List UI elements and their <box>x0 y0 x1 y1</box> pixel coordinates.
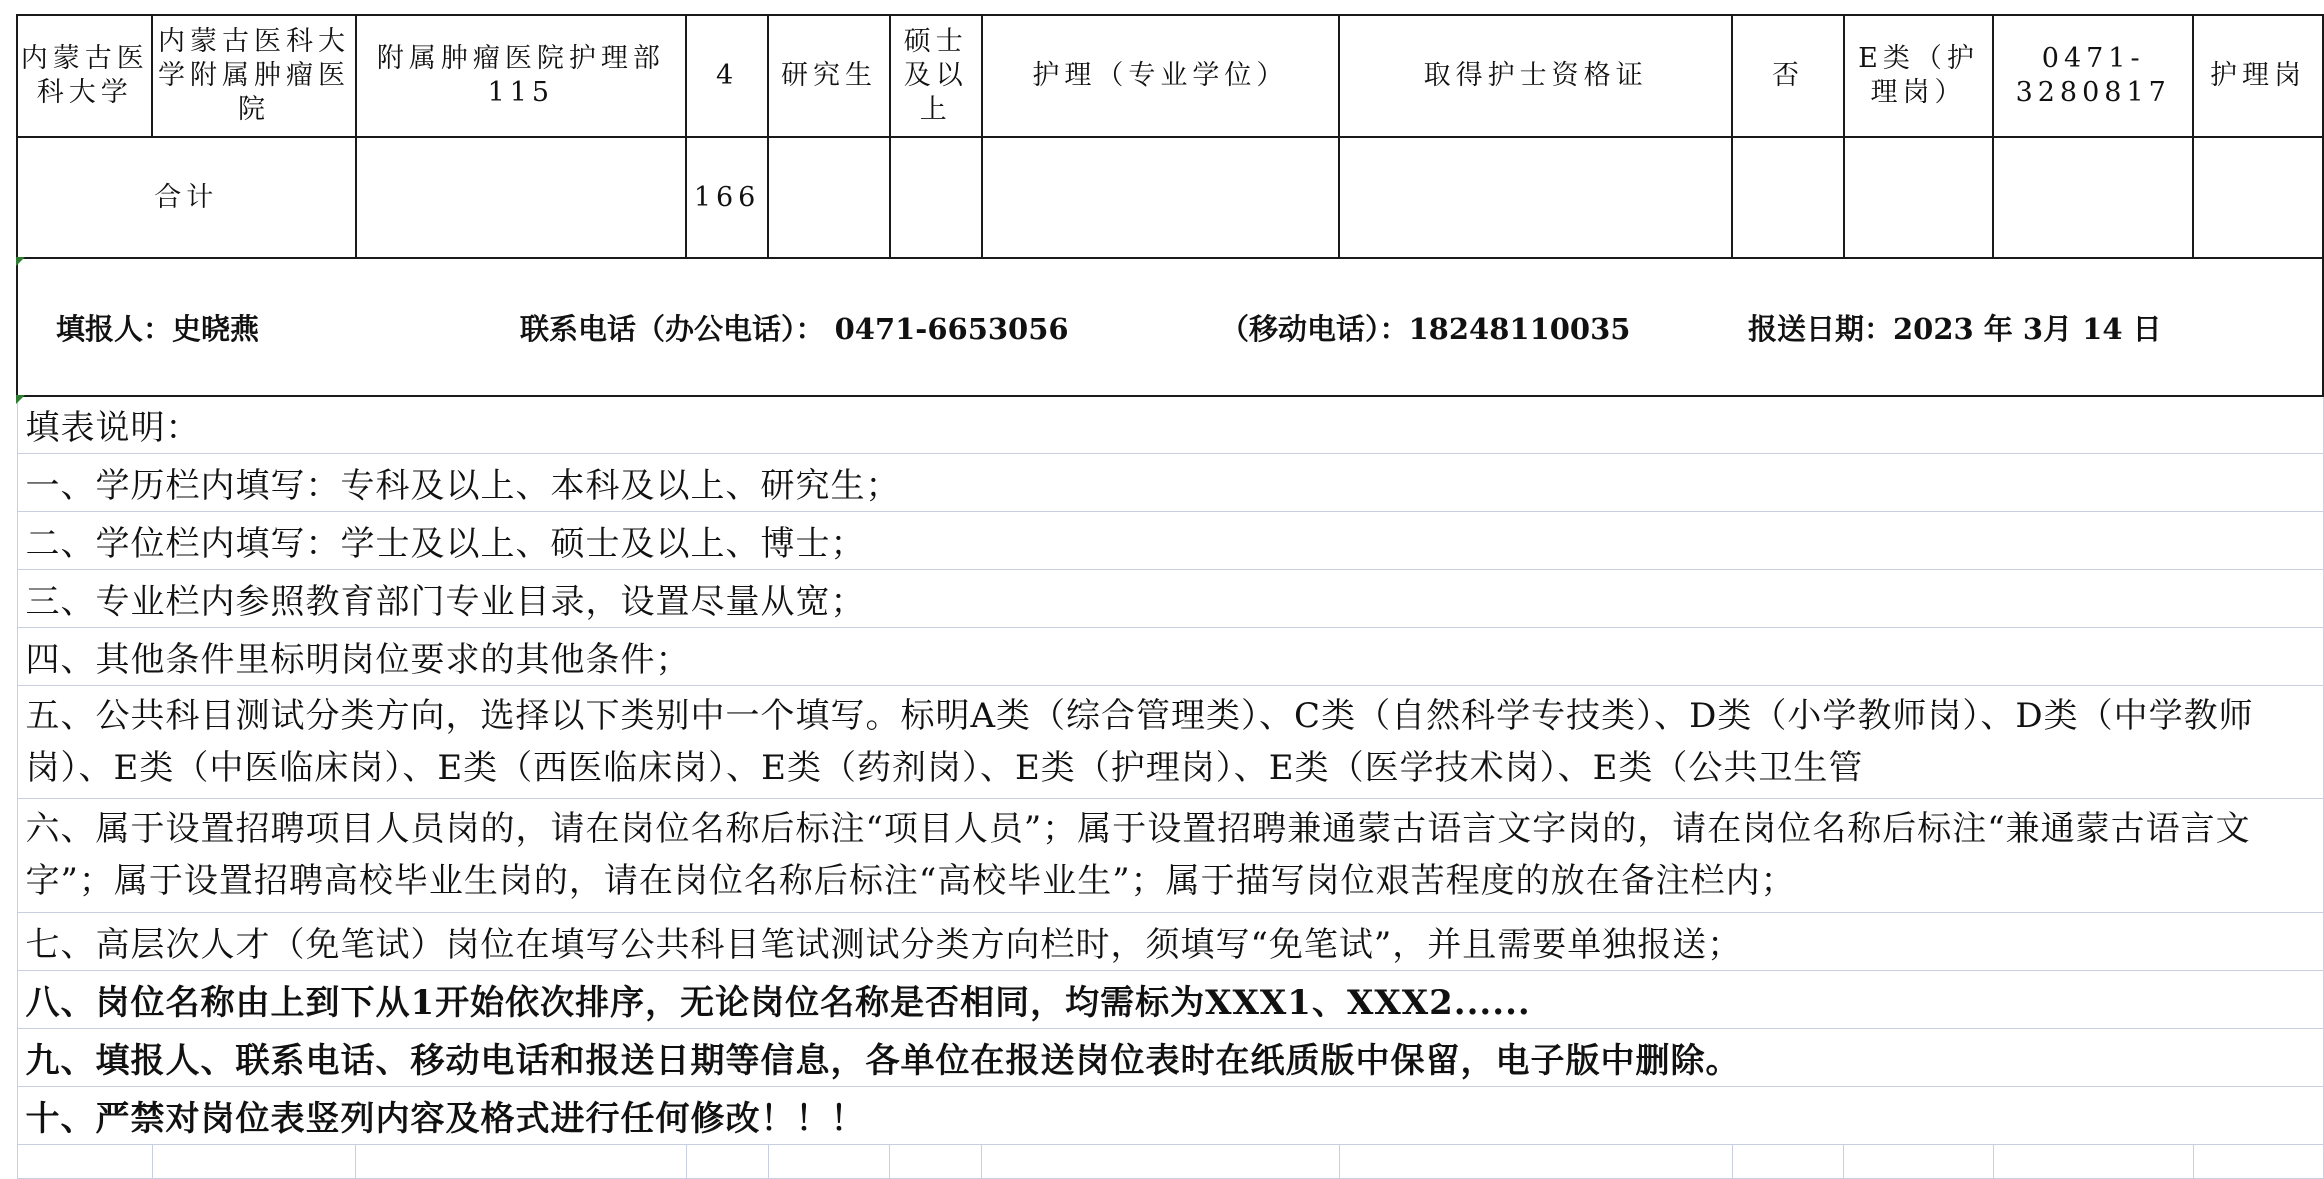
cell-major[interactable]: 护理（专业学位） <box>982 15 1339 137</box>
total-empty[interactable] <box>1732 137 1844 258</box>
blank-cell[interactable] <box>356 1144 687 1178</box>
note-4[interactable]: 四、其他条件里标明岗位要求的其他条件； <box>17 627 2323 685</box>
note-row <box>17 511 2323 569</box>
total-empty[interactable] <box>982 137 1339 258</box>
note-row <box>17 798 2323 912</box>
note-10[interactable]: 十、严禁对岗位表竖列内容及格式进行任何修改！！！ <box>17 1086 2323 1144</box>
cell-position-name[interactable]: 附属肿瘤医院护理部115 <box>356 15 687 137</box>
total-label[interactable]: 合计 <box>17 137 356 258</box>
blank-cell[interactable] <box>17 1144 152 1178</box>
total-count[interactable]: 166 <box>686 137 768 258</box>
total-empty[interactable] <box>768 137 890 258</box>
cell-unit[interactable]: 内蒙古医科大学 <box>17 15 152 137</box>
blank-cell[interactable] <box>152 1144 355 1178</box>
office-phone: 联系电话（办公电话）： 0471-6653056 <box>520 311 1069 346</box>
blank-cell[interactable] <box>686 1144 768 1178</box>
cell-headcount[interactable]: 4 <box>686 15 768 137</box>
total-empty[interactable] <box>1993 137 2193 258</box>
note-row <box>17 970 2323 1028</box>
comment-marker-icon <box>16 395 25 404</box>
blank-row <box>17 1144 2323 1178</box>
blank-cell[interactable] <box>1339 1144 1732 1178</box>
report-date: 报送日期：2023 年 3月 14 日 <box>1748 311 2162 346</box>
reporter-name: 填报人：史晓燕 <box>56 311 260 346</box>
notes-title[interactable]: 填表说明： <box>17 396 2323 453</box>
cell-test-category[interactable]: E类（护理岗） <box>1844 15 1994 137</box>
total-row <box>17 137 2323 258</box>
total-empty[interactable] <box>890 137 982 258</box>
note-row <box>17 912 2323 970</box>
note-row <box>17 627 2323 685</box>
total-empty[interactable] <box>1339 137 1732 258</box>
note-row <box>17 569 2323 627</box>
note-2[interactable]: 二、学位栏内填写：学士及以上、硕士及以上、博士； <box>17 511 2323 569</box>
note-9[interactable]: 九、填报人、联系电话、移动电话和报送日期等信息，各单位在报送岗位表时在纸质版中保留，电子版中删除。 <box>17 1028 2323 1086</box>
note-8[interactable]: 八、岗位名称由上到下从1开始依次排序，无论岗位名称是否相同，均需标为XXX1、XXX2...... <box>17 970 2323 1028</box>
comment-marker-icon <box>16 257 25 266</box>
cell-employer[interactable]: 内蒙古医科大学附属肿瘤医院 <box>152 15 355 137</box>
position-table <box>16 14 2324 1179</box>
note-row <box>17 1028 2323 1086</box>
cell-other-conditions[interactable]: 取得护士资格证 <box>1339 15 1732 137</box>
note-row <box>17 685 2323 798</box>
note-1[interactable]: 一、学历栏内填写：专科及以上、本科及以上、研究生； <box>17 453 2323 511</box>
cell-education[interactable]: 研究生 <box>768 15 890 137</box>
cell-phone[interactable]: 0471-3280817 <box>1993 15 2193 137</box>
blank-cell[interactable] <box>1993 1144 2193 1178</box>
blank-cell[interactable] <box>768 1144 890 1178</box>
blank-cell[interactable] <box>982 1144 1339 1178</box>
note-7[interactable]: 七、高层次人才（免笔试）岗位在填写公共科目笔试测试分类方向栏时，须填写“免笔试”，并且需要单独报送； <box>17 912 2323 970</box>
total-empty[interactable] <box>2193 137 2323 258</box>
cell-degree[interactable]: 硕士及以上 <box>890 15 982 137</box>
reporter-row <box>17 258 2323 396</box>
cell-hardship[interactable]: 否 <box>1732 15 1844 137</box>
total-empty[interactable] <box>1844 137 1994 258</box>
position-row <box>17 15 2323 137</box>
reporter-cell[interactable] <box>17 258 2323 396</box>
note-row <box>17 1086 2323 1144</box>
cell-remark[interactable]: 护理岗 <box>2193 15 2323 137</box>
blank-cell[interactable] <box>890 1144 982 1178</box>
blank-cell[interactable] <box>1732 1144 1844 1178</box>
mobile-phone: （移动电话）：18248110035 <box>1220 311 1631 346</box>
notes-title-row <box>17 396 2323 453</box>
note-5[interactable]: 五、公共科目测试分类方向，选择以下类别中一个填写。标明A类（综合管理类）、C类（自然科学专技类）、D类（小学教师岗）、D类（中学教师岗）、E类（中医临床岗）、E类（西医临床岗）、E类（药剂岗）、E类（护理岗）、E类（医学技术岗）、E类（公共卫生管 <box>17 685 2323 798</box>
blank-cell[interactable] <box>1844 1144 1994 1178</box>
note-row <box>17 453 2323 511</box>
note-3[interactable]: 三、专业栏内参照教育部门专业目录，设置尽量从宽； <box>17 569 2323 627</box>
blank-cell[interactable] <box>2193 1144 2323 1178</box>
note-6[interactable]: 六、属于设置招聘项目人员岗的，请在岗位名称后标注“项目人员”；属于设置招聘兼通蒙古语言文字岗的，请在岗位名称后标注“兼通蒙古语言文字”；属于设置招聘高校毕业生岗的，请在岗位名称后标注“高校毕业生”；属于描写岗位艰苦程度的放在备注栏内； <box>17 798 2323 912</box>
total-empty[interactable] <box>356 137 687 258</box>
